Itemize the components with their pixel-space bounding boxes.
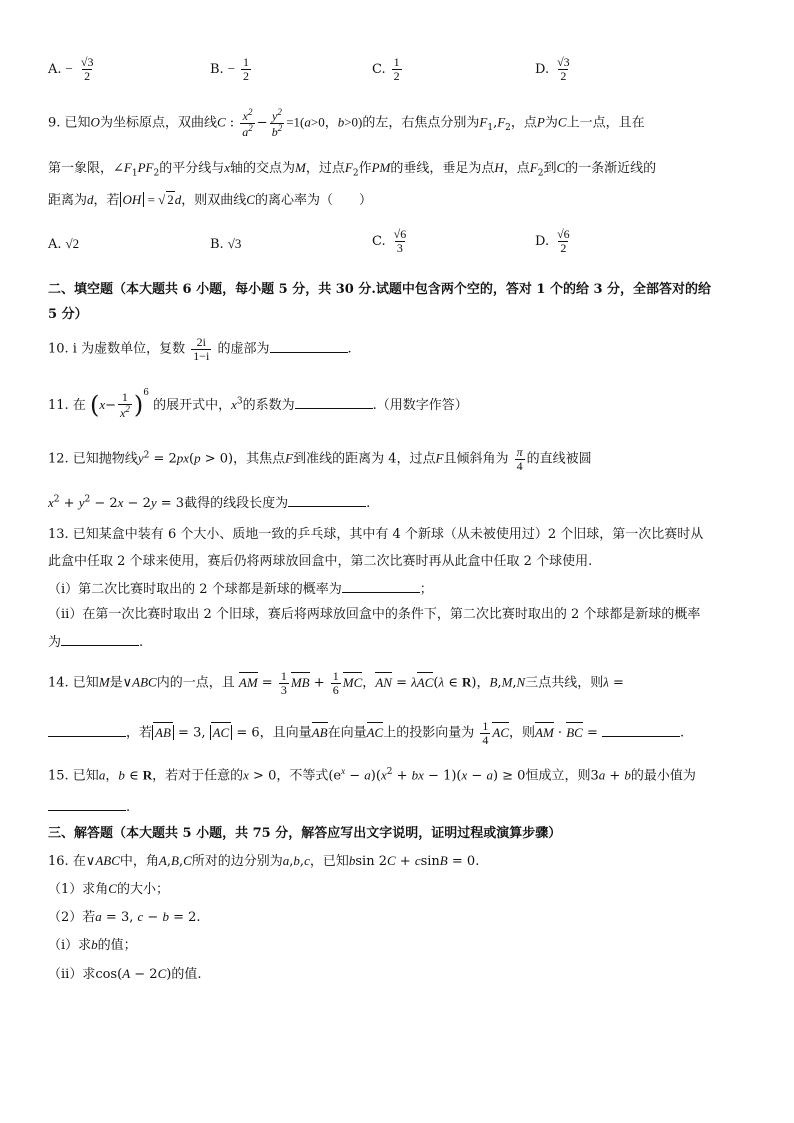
q9-line-2: 第一象限，$\angle F_1PF_2$的平分线与x轴的交点为M，过点$F_2$作PM的垂线，垂足为点H，点$F_2$到C的一条渐近线的: [48, 160, 657, 179]
section2-header-line1: 二、填空题（本大题共 6 小题，每小题 5 分，共 30 分.试题中包含两个空的，答对 1 个的给 3 分，全部答对的给: [48, 282, 712, 297]
q11-answer-blank[interactable]: [295, 396, 373, 409]
q14-answer-blank-1[interactable]: [48, 724, 126, 737]
q12-answer-blank[interactable]: [288, 494, 366, 507]
q14-line-1: 14. 已知M是∨ABC内的一点，且 AM = $\frac{1}{3}$ MB + $\frac{1}{6}$ MC，AN = λAC(λ ∈ R)，B,M,N三点共线，则λ =: [48, 669, 624, 697]
q13-line-4: （ii）在第一次比赛时取出 2 个旧球，赛后将两球放回盒中的条件下，第二次比赛时取出的 2 个球都是新球的概率: [48, 607, 701, 622]
q11-line: 11. 在 (x− $\frac{1}{x^2}$ )$^6$ 的展开式中，$x^3$的系数为 .（用数字作答）: [48, 388, 468, 420]
q13-line-2: 此盒中任取 2 个球来使用，赛后仍将两球放回盒中，第二次比赛时再从此盒中任取 2 个球使用.: [48, 554, 593, 569]
q14-answer-blank-2[interactable]: [602, 724, 680, 737]
q9-line-3: 距离为d，若 OH = √ 2d，则双曲线C的离心率为（ ）: [48, 192, 372, 208]
q10-line: 10. i 为虚数单位，复数 $\frac{2i}{1-i}$ 的虚部为 .: [48, 335, 352, 363]
q16-part-2-i: （i）求b的值；: [48, 937, 137, 953]
q14-line-2: ，若 AB = 3, AC = 6，且向量AB在向量AC上的投影向量为 $\frac{1}{4}$ AC，则AM · BC = .: [48, 720, 684, 746]
q8-option-c: C. $\frac{1}{2}$: [372, 55, 400, 83]
q9-option-c: C. $\frac{√6}{3}$: [372, 227, 407, 255]
q13-line-5: 为 .: [48, 635, 144, 650]
q13-answer-blank-2[interactable]: [61, 633, 139, 646]
q12-line-1: 12. 已知抛物线$y^2 = 2px(p > 0)$，其焦点F到准线的距离为 4，过点F且倾斜角为 $\frac{\pi}{4}$ 的直线被圆: [48, 445, 592, 473]
q9-option-b: B. √3: [210, 236, 242, 252]
q8-option-d: D. $\frac{√3}{2}$: [535, 55, 570, 83]
q15-line-2: .: [48, 798, 130, 816]
q10-answer-blank[interactable]: [270, 340, 348, 353]
q13-line-1: 13. 已知某盒中装有 6 个大小、质地一致的乒乓球，其中有 4 个新球（从未被使用过）2 个旧球，第一次比赛时从: [48, 527, 704, 542]
q9-line-1: 9. 已知O为坐标原点，双曲线C : $\frac{x^2}{a^2}$ − $\frac{y^2}{b^2}$ =1(a>0，b>0)的左，右焦点分别为$F_1,F_2$，点P为C上一点，且在: [48, 107, 645, 139]
q9-option-d: D. $\frac{√6}{2}$: [535, 227, 570, 255]
q16-line: 16. 在∨ABC中，角A,B,C所对的边分别为a,b,c，已知bsin 2C + csinB = 0.: [48, 853, 480, 869]
section2-header-line2: 5 分）: [48, 307, 88, 322]
q16-part-2: （2）若a = 3, c − b = 2.: [48, 909, 201, 925]
q15-answer-blank[interactable]: [48, 798, 126, 811]
q16-part-2-ii: （ii）求cos(A − 2C)的值.: [48, 966, 202, 982]
q12-line-2: $x^2 + y^2 - 2x - 2y = 3$截得的线段长度为 .: [48, 494, 371, 511]
section3-header: 三、解答题（本大题共 5 小题，共 75 分，解答应写出文字说明，证明过程或演算步骤）: [48, 826, 562, 841]
q16-part-1: （1）求角C的大小；: [48, 881, 169, 897]
q9-option-a: A. √2: [48, 236, 80, 252]
q13-answer-blank-1[interactable]: [342, 580, 420, 593]
q13-line-3: （i）第二次比赛时取出的 2 个球都是新球的概率为 ；: [48, 582, 433, 597]
q15-line-1: 15. 已知a，b ∈ R，若对于任意的x > 0，不等式$(e^x - a)(x^2$ + bx − 1)(x − a) ≥ 0恒成立，则3a + b的最小值为: [48, 766, 696, 784]
q8-option-b: B. − $\frac{1}{2}$: [210, 55, 250, 83]
q8-option-a: A. − $\frac{√3}{2}$: [48, 55, 94, 83]
